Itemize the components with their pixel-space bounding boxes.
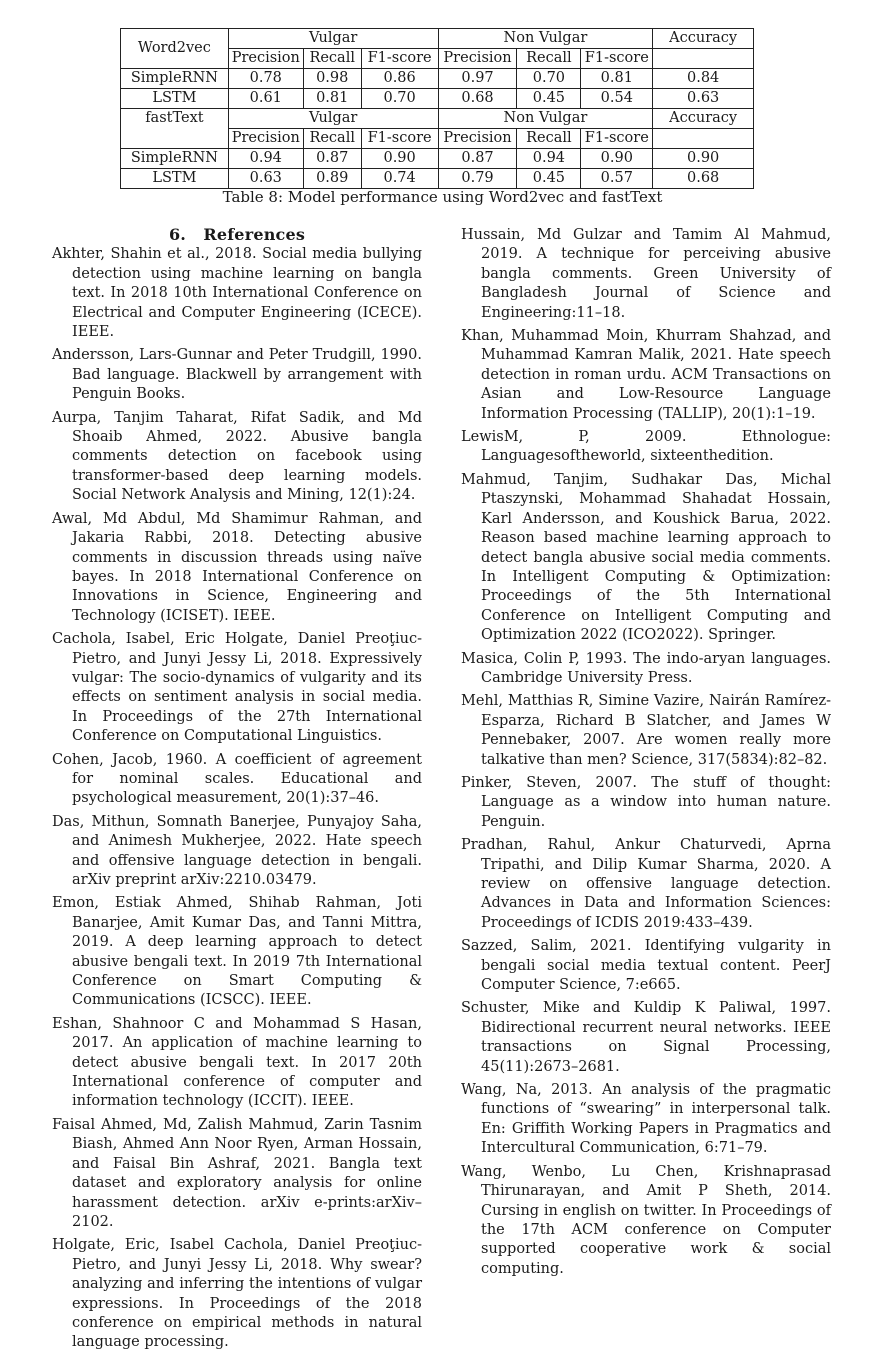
reference-entry: Schuster, Mike and Kuldip K Paliwal, 1997. Bidirectional recurrent neural networks. IEEE transactions on Signal Processing, 45(11):2673–2681. — [461, 1000, 831, 1075]
reference-entry: Khan, Muhammad Moin, Khurram Shahzad, and Muhammad Kamran Malik, 2021. Hate speech detection in roman urdu. ACM Transactions on Asian and Low-Resource Language Information Processing (TALLIP), 20(1):1–19. — [461, 328, 831, 422]
table-cell: 0.70 — [361, 89, 438, 109]
model-name: SimpleRNN — [121, 149, 229, 169]
table-row — [121, 169, 754, 189]
metric-header: Recall — [517, 49, 581, 69]
table-cell: 0.90 — [581, 149, 653, 169]
reference-entry: Cachola, Isabel, Eric Holgate, Daniel Preoţiuc-Pietro, and Junyi Jessy Li, 2018. Expressively vulgar: The socio-dynamics of vulgarity and its effects on sentiment analysis in social media. In Proceedings of the 27th International Conference on Computational Linguistics. — [52, 631, 422, 745]
reference-entry: Aurpa, Tanjim Taharat, Rifat Sadik, and Md Shoaib Ahmed, 2022. Abusive bangla comments detection on facebook using transformer-based deep learning models. Social Network Analysis and Mining, 12(1):24. — [52, 409, 422, 504]
table-header-row — [121, 29, 754, 49]
reference-entry: Sazzed, Salim, 2021. Identifying vulgarity in bengali social media textual content. PeerJ Computer Science, 7:e665. — [461, 938, 831, 994]
group-header: Non Vulgar — [438, 29, 653, 49]
references-column-left — [52, 225, 422, 1357]
table-cell: 0.57 — [581, 169, 653, 189]
table-cell: 0.54 — [581, 89, 653, 109]
table-cell: 0.81 — [303, 89, 361, 109]
reference-entry: Masica, Colin P, 1993. The indo-aryan languages. Cambridge University Press. — [461, 650, 831, 686]
reference-entry: Eshan, Shahnoor C and Mohammad S Hasan, 2017. An application of machine learning to detect abusive bengali text. In 2017 20th International conference of computer and information technology (ICCIT). IEEE. — [52, 1015, 422, 1110]
table-cell: 0.84 — [653, 69, 754, 89]
table-row — [121, 149, 754, 169]
model-name: SimpleRNN — [121, 69, 229, 89]
references-column-right — [461, 226, 831, 1283]
table-cell: 0.79 — [438, 169, 517, 189]
reference-entry: Wang, Wenbo, Lu Chen, Krishnaprasad Thirunarayan, and Amit P Sheth, 2014. Cursing in english on twitter. In Proceedings of the 17th ACM conference on Computer supported cooperative work & social computing. — [461, 1163, 831, 1277]
reference-entry: Mehl, Matthias R, Simine Vazire, Nairán Ramírez-Esparza, Richard B Slatcher, and James W Pennebaker, 2007. Are women really more talkative than men? Science, 317(5834):82–82. — [461, 693, 831, 768]
reference-entry: Das, Mithun, Somnath Banerjee, Punyajoy Saha, and Animesh Mukherjee, 2022. Hate speech and offensive language detection in bengali. arXiv preprint arXiv:2210.03479. — [52, 813, 422, 888]
metric-header: Precision — [438, 49, 517, 69]
table-header-row — [121, 109, 754, 129]
empty-cell — [653, 129, 754, 149]
table-cell: 0.90 — [361, 149, 438, 169]
table-cell: 0.78 — [228, 69, 303, 89]
reference-entry: LewisM, P, 2009. Ethnologue: Languagesoftheworld, sixteenthedition. — [461, 429, 831, 465]
table-cell: 0.68 — [653, 169, 754, 189]
metric-header: Recall — [303, 49, 361, 69]
table-cell: 0.87 — [303, 149, 361, 169]
group-header: Accuracy — [653, 29, 754, 49]
reference-entry: Cohen, Jacob, 1960. A coefficient of agreement for nominal scales. Educational and psychological measurement, 20(1):37–46. — [52, 751, 422, 807]
reference-entry: Pradhan, Rahul, Ankur Chaturvedi, Aprna Tripathi, and Dilip Kumar Sharma, 2020. A review on offensive language detection. Advances in Data and Information Sciences: Proceedings of ICDIS 2019:433–439. — [461, 837, 831, 931]
table-row — [121, 69, 754, 89]
group-header: Vulgar — [228, 109, 438, 129]
model-name: LSTM — [121, 89, 229, 109]
section-heading: 6. References — [168, 225, 306, 244]
table-cell: 0.81 — [581, 69, 653, 89]
reference-entry: Emon, Estiak Ahmed, Shihab Rahman, Joti Banarjee, Amit Kumar Das, and Tanni Mittra, 2019. A deep learning approach to detect abusive bengali text. In 2019 7th International Conference on Smart Computing & Communications (ICSCC). IEEE. — [52, 895, 422, 1009]
results-table — [120, 28, 754, 189]
table-cell: 0.74 — [361, 169, 438, 189]
reference-entry: Hussain, Md Gulzar and Tamim Al Mahmud, 2019. A technique for perceiving abusive bangla comments. Green University of Bangladesh Journal of Science and Engineering:11–18. — [461, 227, 831, 321]
reference-entry: Wang, Na, 2013. An analysis of the pragmatic functions of “swearing” in interpersonal talk. En: Griffith Working Papers in Pragmatics and Intercultural Communication, 6:71–79. — [461, 1082, 831, 1157]
table-cell: 0.45 — [517, 169, 581, 189]
table-row — [121, 89, 754, 109]
reference-entry: Faisal Ahmed, Md, Zalish Mahmud, Zarin Tasnim Biash, Ahmed Ann Noor Ryen, Arman Hossain, and Faisal Bin Ashraf, 2021. Bangla text dataset and exploratory analysis for online harassment detection. arXiv e-prints:arXiv–2102. — [52, 1116, 422, 1230]
metric-header: F1-score — [361, 129, 438, 149]
table-cell: 0.98 — [303, 69, 361, 89]
reference-entry: Akhter, Shahin et al., 2018. Social media bullying detection using machine learning on bangla text. In 2018 10th International Conference on Electrical and Computer Engineering (ICECE). IEEE. — [52, 246, 422, 341]
metric-header: Recall — [303, 129, 361, 149]
reference-entry: Holgate, Eric, Isabel Cachola, Daniel Preoţiuc-Pietro, and Junyi Jessy Li, 2018. Why swear? analyzing and inferring the intentions of vulgar expressions. In Proceedings of the 2018 conference on empirical methods in natural language processing. — [52, 1237, 422, 1351]
table-cell: 0.63 — [653, 89, 754, 109]
metric-header: Recall — [517, 129, 581, 149]
table-cell: 0.90 — [653, 149, 754, 169]
table-cell: 0.94 — [228, 149, 303, 169]
metric-header: Precision — [228, 129, 303, 149]
reference-entry: Pinker, Steven, 2007. The stuff of thought: Language as a window into human nature. Penguin. — [461, 774, 831, 830]
metric-header: Precision — [438, 129, 517, 149]
reference-entry: Andersson, Lars-Gunnar and Peter Trudgill, 1990. Bad language. Blackwell by arrangement with Penguin Books. — [52, 347, 422, 403]
table-cell: 0.97 — [438, 69, 517, 89]
model-name: LSTM — [121, 169, 229, 189]
group-header: Non Vulgar — [438, 109, 653, 129]
embedding-label: Word2vec — [121, 29, 229, 69]
table-cell: 0.61 — [228, 89, 303, 109]
group-header: Vulgar — [228, 29, 438, 49]
table-cell: 0.70 — [517, 69, 581, 89]
empty-cell — [653, 49, 754, 69]
reference-entry: Awal, Md Abdul, Md Shamimur Rahman, and Jakaria Rabbi, 2018. Detecting abusive comments in discussion threads using naïve bayes. In 2018 International Conference on Innovations in Science, Engineering and Technology (ICISET). IEEE. — [52, 510, 422, 624]
metric-header: F1-score — [361, 49, 438, 69]
table-cell: 0.94 — [517, 149, 581, 169]
metric-header: Precision — [228, 49, 303, 69]
reference-entry: Mahmud, Tanjim, Sudhakar Das, Michal Ptaszynski, Mohammad Shahadat Hossain, Karl Andersson, and Koushick Barua, 2022. Reason based machine learning approach to detect bangla abusive social media comments. In Intelligent Computing & Optimization: Proceedings of the 5th International Conference on Intelligent Computing and Optimization 2022 (ICO2022). Springer. — [461, 471, 831, 644]
table-cell: 0.63 — [228, 169, 303, 189]
table-caption: Table 8: Model performance using Word2vec and fastText — [222, 188, 663, 206]
metric-header: F1-score — [581, 129, 653, 149]
table-cell: 0.45 — [517, 89, 581, 109]
metric-header: F1-score — [581, 49, 653, 69]
table-cell: 0.86 — [361, 69, 438, 89]
table-cell: 0.89 — [303, 169, 361, 189]
group-header: Accuracy — [653, 109, 754, 129]
embedding-label: fastText — [121, 109, 229, 149]
table-cell: 0.87 — [438, 149, 517, 169]
table-cell: 0.68 — [438, 89, 517, 109]
